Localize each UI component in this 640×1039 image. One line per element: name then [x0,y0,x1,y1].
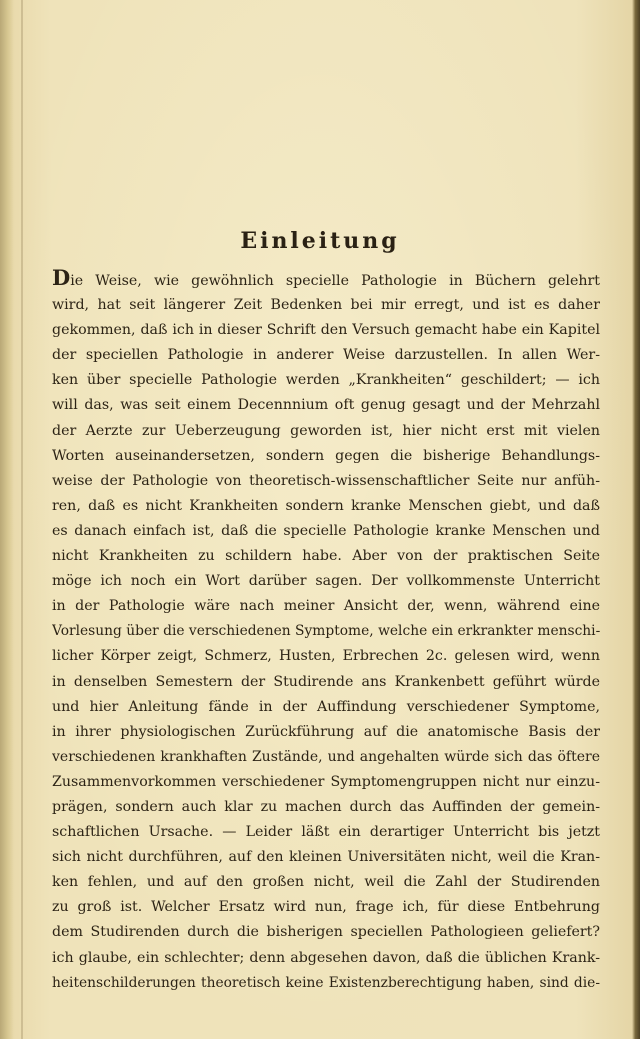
text-line: nicht Krankheiten zu schildern habe. Aber von der praktischen Seite [52,548,600,565]
page-gutter-shadow [0,0,14,1039]
text-line-content: ie Weise, wie gewöhnlich specielle Pathologie in Büchern gelehrt [70,273,600,289]
text-line: ken fehlen, und auf den großen nicht, weil die Zahl der Studirenden [52,874,600,891]
text-line: Zusammenvorkommen verschiedener Symptomengruppen nicht nur einzu- [52,773,600,790]
text-line: ich glaube, ein schlechter; denn abgesehen davon, daß die üblichen Krank- [52,949,600,966]
text-line: zu groß ist. Welcher Ersatz wird nun, frage ich, für diese Entbehrung [52,899,600,916]
chapter-heading: Einleitung [240,228,400,254]
text-line: und hier Anleitung fände in der Auffindung verschiedener Symptome, [52,698,600,715]
text-line: heitenschilderungen theoretisch keine Existenzberechtigung haben, sind die- [52,974,600,991]
text-line: gekommen, daß ich in dieser Schrift den Versuch gemacht habe ein Kapitel [52,322,600,339]
text-line: der speciellen Pathologie in anderer Weise darzustellen. In allen Wer- [52,347,600,364]
text-line: dem Studirenden durch die bisherigen speciellen Pathologieen geliefert? [52,924,600,941]
text-line: der Aerzte zur Ueberzeugung geworden ist, hier nicht erst mit vielen [52,422,600,439]
text-line: ken über specielle Pathologie werden „Krankheiten“ geschildert; — ich [52,372,600,389]
text-line [52,268,600,293]
text-line: in der Pathologie wäre nach meiner Ansicht der, wenn, während eine [52,598,600,615]
body-paragraph [52,268,600,996]
text-line: Vorlesung über die verschiedenen Symptome, welche ein erkrankter menschi- [52,623,600,640]
text-line: schaftlichen Ursache. — Leider läßt ein derartiger Unterricht bis jetzt [52,824,600,841]
text-line: verschiedenen krankhaften Zustände, und angehalten würde sich das öftere [52,748,600,765]
text-line: in ihrer physiologischen Zurückführung auf die anatomische Basis der [52,723,600,740]
text-line: licher Körper zeigt, Schmerz, Husten, Erbrechen 2c. gelesen wird, wenn [52,648,600,665]
text-line: prägen, sondern auch klar zu machen durch das Auffinden der gemein- [52,798,600,815]
text-line: sich nicht durchführen, auf den kleinen Universitäten nicht, weil die Kran- [52,849,600,866]
text-line: Worten auseinandersetzen, sondern gegen die bisherige Behandlungs- [52,447,600,464]
text-line: will das, was seit einem Decennnium oft genug gesagt und der Mehrzahl [52,397,600,414]
text-line: weise der Pathologie von theoretisch-wissenschaftlicher Seite nur anfüh- [52,472,600,489]
page-fold-line [21,0,23,1039]
text-line: möge ich noch ein Wort darüber sagen. Der vollkommenste Unterricht [52,573,600,590]
text-line: in denselben Semestern der Studirende ans Krankenbett geführt würde [52,673,600,690]
initial-letter: D [52,268,71,290]
text-line: wird, hat seit längerer Zeit Bedenken bei mir erregt, und ist es daher [52,297,600,314]
text-line: es danach einfach ist, daß die specielle Pathologie kranke Menschen und [52,522,600,539]
text-line: ren, daß es nicht Krankheiten sondern kranke Menschen giebt, und daß [52,497,600,514]
page-edge [632,0,640,1039]
